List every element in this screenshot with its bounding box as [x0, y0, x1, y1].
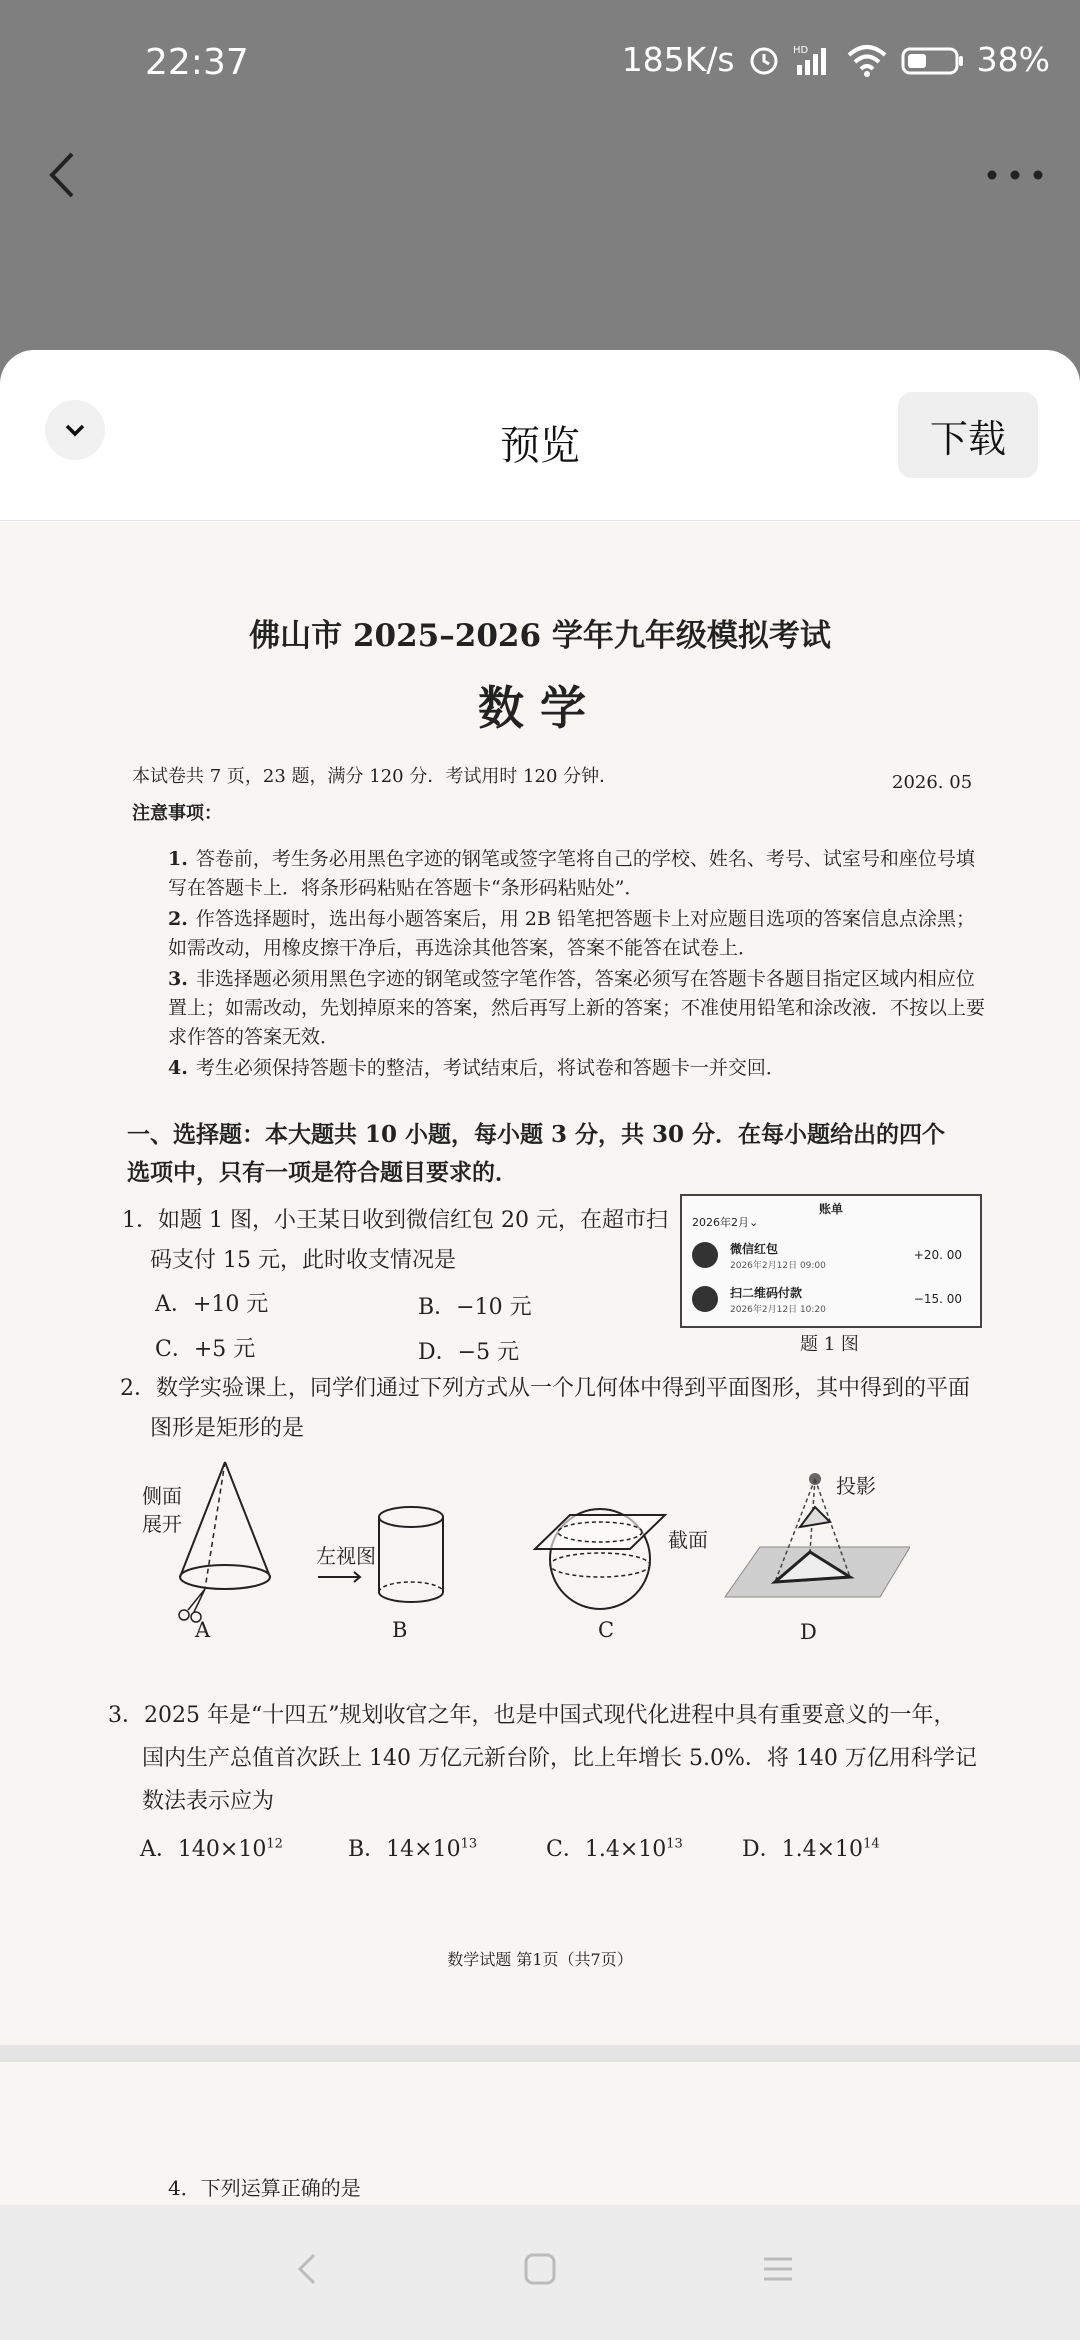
question-2-line-2: 图形是矩形的是	[150, 1416, 305, 1441]
nav-menu-icon	[758, 2249, 798, 2289]
bill-item-name: 微信红包	[730, 1242, 779, 1256]
q3-option-prefix: D．	[742, 1837, 782, 1862]
q3-option-exponent: 14	[863, 1836, 880, 1852]
page-footer: 数学试题 第1页（共7页）	[447, 1950, 633, 1969]
exam-title: 佛山市 2025–2026 学年九年级模拟考试	[249, 618, 831, 654]
nav-recents-button[interactable]	[748, 2239, 808, 2299]
bill-item-amount: −15. 00	[913, 1292, 962, 1306]
signal-icon	[793, 43, 833, 77]
document-page-1	[0, 522, 1080, 2045]
system-nav-bar	[0, 2205, 1080, 2340]
q3-option-base: 140×10	[177, 1837, 267, 1862]
notice-heading: 注意事项：	[132, 803, 222, 824]
wifi-icon	[845, 43, 889, 77]
q2-choice-b: B	[392, 1618, 408, 1642]
status-icons	[622, 40, 1050, 79]
label-left-view: 左视图	[316, 1544, 376, 1568]
cylinder-figure	[316, 1492, 456, 1622]
net-speed: 185K/s	[621, 40, 735, 79]
battery-level: 38%	[976, 40, 1050, 79]
bill-row	[690, 1280, 972, 1320]
q1-option-b: B．−10 元	[418, 1295, 532, 1320]
page-separator	[0, 2045, 1080, 2062]
q1-option-a: A．+10 元	[155, 1292, 269, 1317]
top-nav	[0, 130, 1080, 350]
notice-item	[168, 905, 988, 963]
bill-item-time: 2026年2月12日 10:20	[730, 1305, 826, 1315]
nav-back-button[interactable]	[278, 2239, 338, 2299]
bill-row	[690, 1236, 972, 1276]
cone-figure	[170, 1457, 280, 1637]
nav-home-button[interactable]	[510, 2239, 570, 2299]
q1-option-c: C．+5 元	[155, 1337, 256, 1362]
q3-option-exponent: 13	[460, 1836, 478, 1852]
q3-option-prefix: B．	[348, 1837, 387, 1862]
notice-number: 4.	[168, 1057, 188, 1079]
clock: 22:37	[145, 42, 249, 83]
alarm-icon	[747, 43, 781, 77]
notice-number: 1.	[168, 848, 188, 870]
back-arrow-icon	[30, 140, 100, 210]
q1-option-d: D．−5 元	[418, 1340, 520, 1365]
sheet-header	[0, 350, 1080, 521]
q3-option-prefix: A．	[140, 1837, 178, 1862]
status-bar	[0, 0, 1080, 130]
q3-option-d	[742, 1832, 880, 1863]
q3-option-b	[348, 1832, 477, 1863]
question-1-line-2: 码支付 15 元，此时收支情况是	[150, 1248, 456, 1273]
figure-caption: 题 1 图	[800, 1334, 859, 1355]
notice-item	[168, 1054, 988, 1083]
exam-info: 本试卷共 7 页，23 题，满分 120 分．考试用时 120 分钟．	[132, 766, 618, 787]
nav-home-icon	[520, 2249, 560, 2289]
q3-option-exponent: 12	[266, 1836, 283, 1852]
q2-choice-c: C	[598, 1618, 615, 1642]
label-unfold: 展开	[142, 1512, 182, 1536]
label-projection: 投影	[836, 1474, 876, 1498]
q3-option-prefix: C．	[546, 1837, 585, 1862]
question-3-line-3: 数法表示应为	[142, 1789, 275, 1814]
notice-number: 2.	[168, 908, 188, 930]
notice-item	[168, 845, 988, 903]
download-button[interactable]: 下载	[898, 392, 1038, 478]
question-2-line-1: 2．数学实验课上，同学们通过下列方式从一个几何体中得到平面图形，其中得到的平面	[120, 1376, 970, 1401]
notice-text: 考生必须保持答题卡的整洁，考试结束后，将试卷和答题卡一并交回．	[195, 1057, 785, 1079]
sheet-title: 预览	[500, 423, 580, 469]
question-1-line-1: 1．如题 1 图，小王某日收到微信红包 20 元，在超市扫	[122, 1208, 668, 1233]
preview-sheet	[0, 350, 1080, 2340]
more-button[interactable]	[980, 140, 1050, 210]
bill-item-amount: +20. 00	[913, 1248, 962, 1262]
sphere-figure	[530, 1487, 670, 1627]
question-4: 4．下列运算正确的是	[168, 2176, 361, 2200]
bill-figure	[680, 1194, 982, 1328]
section-heading: 一、选择题：本大题共 10 小题，每小题 3 分，共 30 分．在每小题给出的四个选项中，只有一项是符合题目要求的．	[127, 1121, 946, 1186]
notice-number: 3.	[168, 968, 188, 990]
projection-figure	[720, 1467, 910, 1617]
label-section: 截面	[668, 1528, 708, 1552]
question-3-line-1: 3．2025 年是“十四五”规划收官之年，也是中国式现代化进程中具有重要意义的一年，	[108, 1703, 956, 1728]
question-3-line-2: 国内生产总值首次跃上 140 万亿元新台阶，比上年增长 5.0%．将 140 万亿用科学记	[142, 1746, 977, 1771]
q3-option-base: 1.4×10	[584, 1837, 667, 1862]
nav-back-icon	[288, 2249, 328, 2289]
bill-month: 2026年2月⌄	[692, 1216, 759, 1229]
q3-option-c	[546, 1832, 683, 1863]
q3-option-exponent: 13	[666, 1836, 683, 1852]
bill-item-name: 扫二维码付款	[730, 1286, 803, 1300]
subject-title: 数学	[478, 681, 602, 735]
svg-text:HD: HD	[792, 44, 808, 56]
notice-text: 答卷前，考生务必用黑色字迹的钢笔或签字笔将自己的学校、姓名、考号、试室号和座位号填写在答题卡上．将条形码粘贴在答题卡“条形码粘贴处”．	[168, 848, 975, 899]
payment-icon	[692, 1286, 718, 1312]
q3-option-base: 1.4×10	[781, 1837, 864, 1862]
label-side: 侧面	[142, 1484, 182, 1508]
notice-text: 作答选择题时，选出每小题答案后，用 2B 铅笔把答题卡上对应题目选项的答案信息点涂黑；如需改动，用橡皮擦干净后，再选涂其他答案，答案不能答在试卷上．	[168, 908, 975, 959]
bill-header: 账单	[818, 1202, 843, 1216]
q2-choice-a: A	[195, 1618, 211, 1642]
red-packet-icon	[692, 1242, 718, 1268]
notice-item	[168, 965, 988, 1052]
exam-date: 2026. 05	[892, 772, 973, 793]
battery-icon	[901, 43, 965, 77]
notice-text: 非选择题必须用黑色字迹的钢笔或签字笔作答，答案必须写在答题卡各题目指定区域内相应位置上；如需改动，先划掉原来的答案，然后再写上新的答案；不准使用铅笔和涂改液．不按以上要求作答的答案无效．	[168, 968, 986, 1048]
q3-option-base: 14×10	[386, 1837, 461, 1862]
q3-option-a	[140, 1832, 283, 1863]
back-button[interactable]	[30, 140, 100, 210]
q2-choice-d: D	[800, 1620, 817, 1644]
bill-item-time: 2026年2月12日 09:00	[730, 1261, 826, 1271]
more-icon	[980, 140, 1050, 210]
